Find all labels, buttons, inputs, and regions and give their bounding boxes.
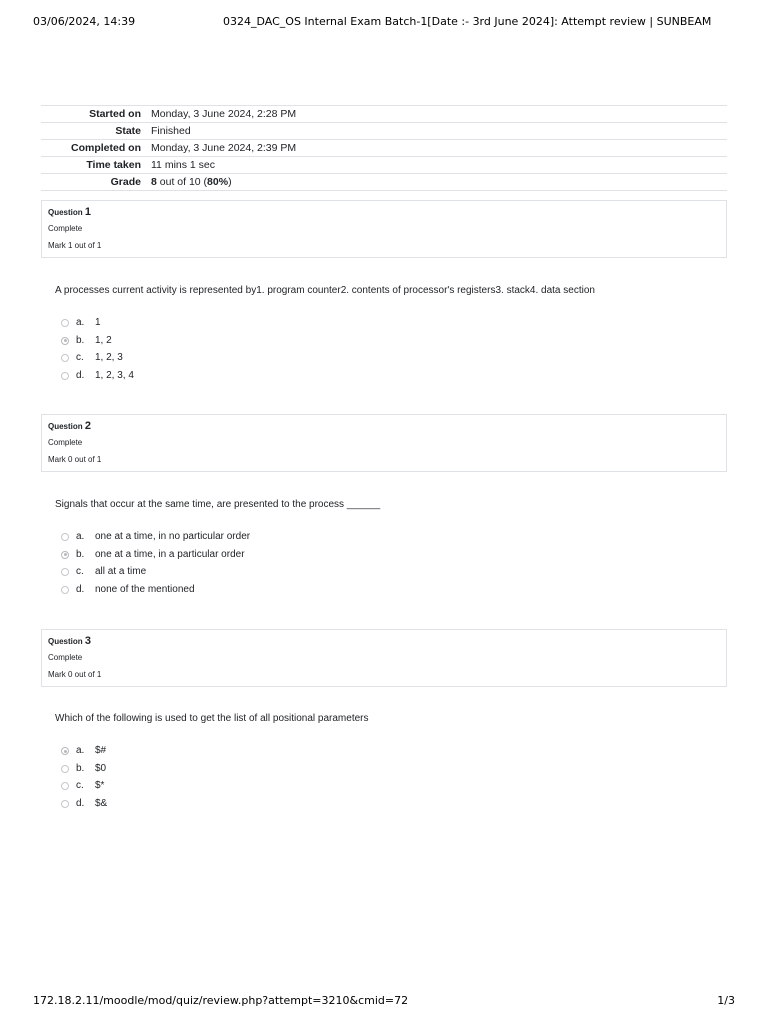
answer-letter: d. [76, 369, 85, 381]
radio-button[interactable] [61, 533, 69, 541]
answer-text: 1, 2, 3, 4 [95, 369, 134, 381]
answer-letter: d. [76, 583, 85, 595]
answer-letter: c. [76, 352, 84, 363]
question-label: Question [48, 637, 85, 646]
radio-button[interactable] [61, 765, 69, 773]
question-number-value: 3 [84, 635, 92, 647]
summary-row-started-on [41, 106, 727, 123]
print-page-title: 0324_DAC_OS Internal Exam Batch-1[Date :- 3rd June 2024]: Attempt review | SUNBEAM [223, 15, 712, 28]
answer-letter: c. [76, 780, 84, 791]
question-3-info [41, 629, 727, 687]
summary-label: State [41, 123, 151, 140]
question-mark: Mark 0 out of 1 [48, 670, 102, 679]
summary-value: Monday, 3 June 2024, 2:28 PM [151, 106, 727, 123]
answer-text: $0 [95, 762, 107, 774]
answer-text: $# [95, 745, 107, 756]
answer-letter: b. [76, 334, 85, 346]
radio-button[interactable] [61, 372, 69, 380]
answer-letter: a. [76, 317, 85, 328]
radio-button[interactable] [61, 319, 69, 327]
print-page-number: 1/3 [717, 994, 735, 1007]
question-number [48, 420, 91, 432]
answer-letter: c. [76, 566, 84, 577]
answer-text: 1, 2 [95, 334, 112, 346]
answer-text: $* [95, 780, 105, 791]
summary-value: Finished [151, 123, 727, 140]
radio-button-selected[interactable] [61, 747, 69, 755]
summary-value: Monday, 3 June 2024, 2:39 PM [151, 140, 727, 157]
question-label: Question [48, 208, 85, 217]
answer-letter: a. [76, 531, 85, 542]
answer-text: none of the mentioned [95, 583, 195, 595]
question-state: Complete [48, 224, 83, 233]
print-datetime: 03/06/2024, 14:39 [33, 15, 136, 28]
question-state: Complete [48, 653, 83, 662]
question-mark: Mark 0 out of 1 [48, 455, 102, 464]
question-1-text: A processes current activity is represented by1. program counter2. contents of processor's registers3. stack4. data section [55, 285, 595, 296]
answer-text: one at a time, in a particular order [95, 548, 245, 560]
answer-text: all at a time [95, 566, 147, 577]
question-1-info [41, 200, 727, 258]
summary-value: 11 mins 1 sec [151, 157, 727, 174]
print-url: 172.18.2.11/moodle/mod/quiz/review.php?attempt=3210&cmid=72 [33, 994, 409, 1007]
summary-label: Time taken [41, 157, 151, 174]
question-mark: Mark 1 out of 1 [48, 241, 102, 250]
radio-button[interactable] [61, 586, 69, 594]
answer-letter: a. [76, 745, 85, 756]
grade-out-of: out of 10 ( [156, 176, 208, 188]
answer-text: 1, 2, 3 [95, 352, 123, 363]
answer-letter: d. [76, 797, 85, 809]
summary-label: Completed on [41, 140, 151, 157]
answer-text: one at a time, in no particular order [95, 531, 251, 542]
question-3-text: Which of the following is used to get the list of all positional parameters [55, 713, 369, 724]
question-number [48, 206, 91, 218]
question-2-info [41, 414, 727, 472]
answer-letter: b. [76, 548, 85, 560]
summary-label: Started on [41, 106, 151, 123]
summary-row-state [41, 123, 727, 140]
print-header [33, 15, 735, 29]
radio-button[interactable] [61, 782, 69, 790]
grade-score: 8 [151, 176, 157, 188]
question-number-value: 1 [84, 206, 92, 218]
grade-close: ) [228, 176, 232, 188]
radio-button[interactable] [61, 568, 69, 576]
answer-letter: b. [76, 762, 85, 774]
question-number [48, 635, 91, 647]
answer-text: 1 [95, 317, 101, 328]
radio-button-selected[interactable] [61, 551, 69, 559]
summary-label: Grade [41, 174, 151, 191]
print-footer [33, 994, 735, 1008]
radio-button[interactable] [61, 800, 69, 808]
question-number-value: 2 [84, 420, 92, 432]
grade-percent: 80% [207, 176, 229, 188]
summary-grade-value [151, 174, 727, 191]
question-label: Question [48, 422, 85, 431]
question-state: Complete [48, 438, 83, 447]
question-2-text: Signals that occur at the same time, are presented to the process ______ [55, 499, 381, 510]
summary-row-time-taken [41, 157, 727, 174]
answer-text: $& [95, 797, 108, 809]
radio-button-selected[interactable] [61, 337, 69, 345]
radio-button[interactable] [61, 354, 69, 362]
summary-row-grade [41, 174, 727, 191]
summary-row-completed-on [41, 140, 727, 157]
attempt-summary-table [41, 105, 727, 191]
